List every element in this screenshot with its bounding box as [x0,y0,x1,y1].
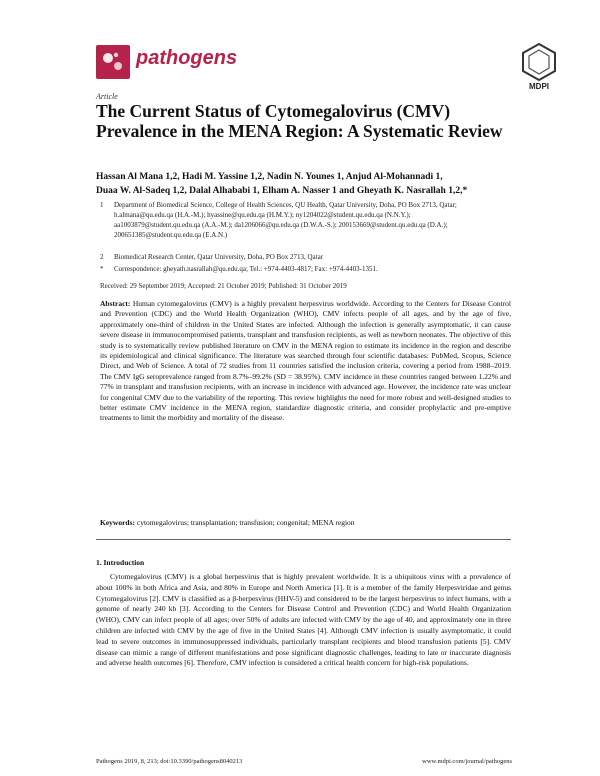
section-heading: 1. Introduction [96,558,145,567]
keywords-label: Keywords: [100,518,135,527]
footer-citation: Pathogens 2019, 8, 213; doi:10.3390/pathogens8040213 [96,758,243,765]
affiliation-number: 2 [100,253,104,261]
affiliation-1 [100,200,500,242]
affiliation-text: Department of Biomedical Science, College of Health Sciences, QU Health, Qatar University, Doha, PO Box 2713, Qatar; h.almana@qu.edu.qa (H.A.-M.); hyassine@qu.edu.qa (H.M.Y.); ny1204022@student.qu.edu.qa (N.N.Y.); aa1003879@student.qu.edu.qa (A.A.-M.); da1206066@qu.edu.qa (D.W.A.-S.); 200153669@student.qu.edu.qa (D.A.); 200651385@student.qu.edu.qa (E.A.N.) [114,201,457,239]
abstract-label: Abstract: [100,299,131,308]
publication-dates: Received: 29 September 2019; Accepted: 21 October 2019; Published: 31 October 2019 [100,282,347,290]
author-line-2: Duaa W. Al-Sadeq 1,2, Dalal Alhababi 1, Elham A. Nasser 1 and Gheyath K. Nasrallah 1,2,* [96,186,468,196]
keywords-text: cytomegalovirus; transplantation; transfusion; congenital; MENA region [136,518,355,527]
paper-title: The Current Status of Cytomegalovirus (CMV) Prevalence in the MENA Region: A Systematic Review [96,101,503,141]
affiliation-number: 1 [100,201,104,209]
author-line-1: Hassan Al Mana 1,2, Hadi M. Yassine 1,2, Nadin N. Younes 1, Anjud Al-Mohannadi 1, [96,172,443,182]
affiliation-text: Biomedical Research Center, Qatar University, Doha, PO Box 2713, Qatar [114,253,324,261]
mdpi-logo-icon [519,42,559,82]
author-list [96,170,516,198]
affiliation-number: * [100,265,104,273]
article-type: Article [96,92,118,101]
abstract [100,299,511,424]
pathogens-logo-icon [96,45,130,79]
affiliation-2 [100,252,500,262]
correspondence [100,264,500,274]
footer-url[interactable]: www.mdpi.com/journal/pathogens [422,758,512,765]
correspondence-text: Correspondence: gheyath.nasrallah@qu.edu.qa; Tel.: +974-4403-4817; Fax: +974-4403-1351. [114,265,378,273]
keywords [100,518,511,527]
section-divider [96,539,511,540]
journal-name: pathogens [136,47,238,69]
publisher-name: MDPI [529,82,549,91]
section-body: Cytomegalovirus (CMV) is a global herpesvirus that is highly prevalent worldwide. It is a ubiquitous virus with a prevalence of about 100% in both Africa and Asia, and 80% in Europe and North America [1]. It is a member of the family Herpesviridae and genus Cytomegalovirus [2]. CMV is classified as a β-herpesvirus (HHV-5) and considered to be the largest herpesvirus to infect humans, with a genome of nearly 240 kb [3]. According to the Centers for Disease Control and Prevention (CDC) and World Health Organization (WHO), CMV can infect people of all ages; over 50% of adults are infected with CMV by the age of 40, and approximately one in three children are infected with CMV by the age of five in the United States [4]. Although CMV infection is usually asymptomatic, it could lead to severe outcomes in immunosuppressed individuals, particularly transplant recipients and blood transfusion patients [5]. CMV disease can mimic a range of different manifestations and pose significant diagnostic challenges, leading to late or inaccurate diagnosis and adverse health outcomes [6]. Therefore, CMV infection is considered a critical health concern for high-risk populations. [96,572,511,668]
abstract-text: Human cytomegalovirus (CMV) is a highly prevalent herpesvirus worldwide. According to the Centers for Disease Control and Prevention (CDC) and the World Health Organization (WHO), CMV infects people of all ages, and by the age of five, approximately one-third of children in the United States are infected. Although the infection is generally asymptomatic, it can cause severe disease in immunocompromised patients, transplant and transfusion recipients, as well as newborn neonates. The objective of this study is to systematically review published literature on CMV in the MENA region to estimate its incidence in the region and describe its epidemiological and clinical significance. The literature was searched through four scientific databases: PubMed, Scopus, Science Direct, and Web of Science. A total of 72 studies from 11 countries satisfied the inclusion criteria, covering a period from 1988–2019. The CMV IgG seroprevalence ranged from 8.7%–99.2% (SD = 38.95%). CMV incidence in these countries ranged between 1.22% and 77% in transplant and transfusion recipients, with an increase in incidence with advanced age. However, the incidence rate was unclear for congenital CMV due to the variability of the reporting. This review highlights the need for more robust and well-designed studies to better estimate CMV incidence in the MENA region, standardize diagnostic criteria, and consider prophylactic and pre-emptive treatments to limit the morbidity and mortality of the disease. [100,299,511,423]
